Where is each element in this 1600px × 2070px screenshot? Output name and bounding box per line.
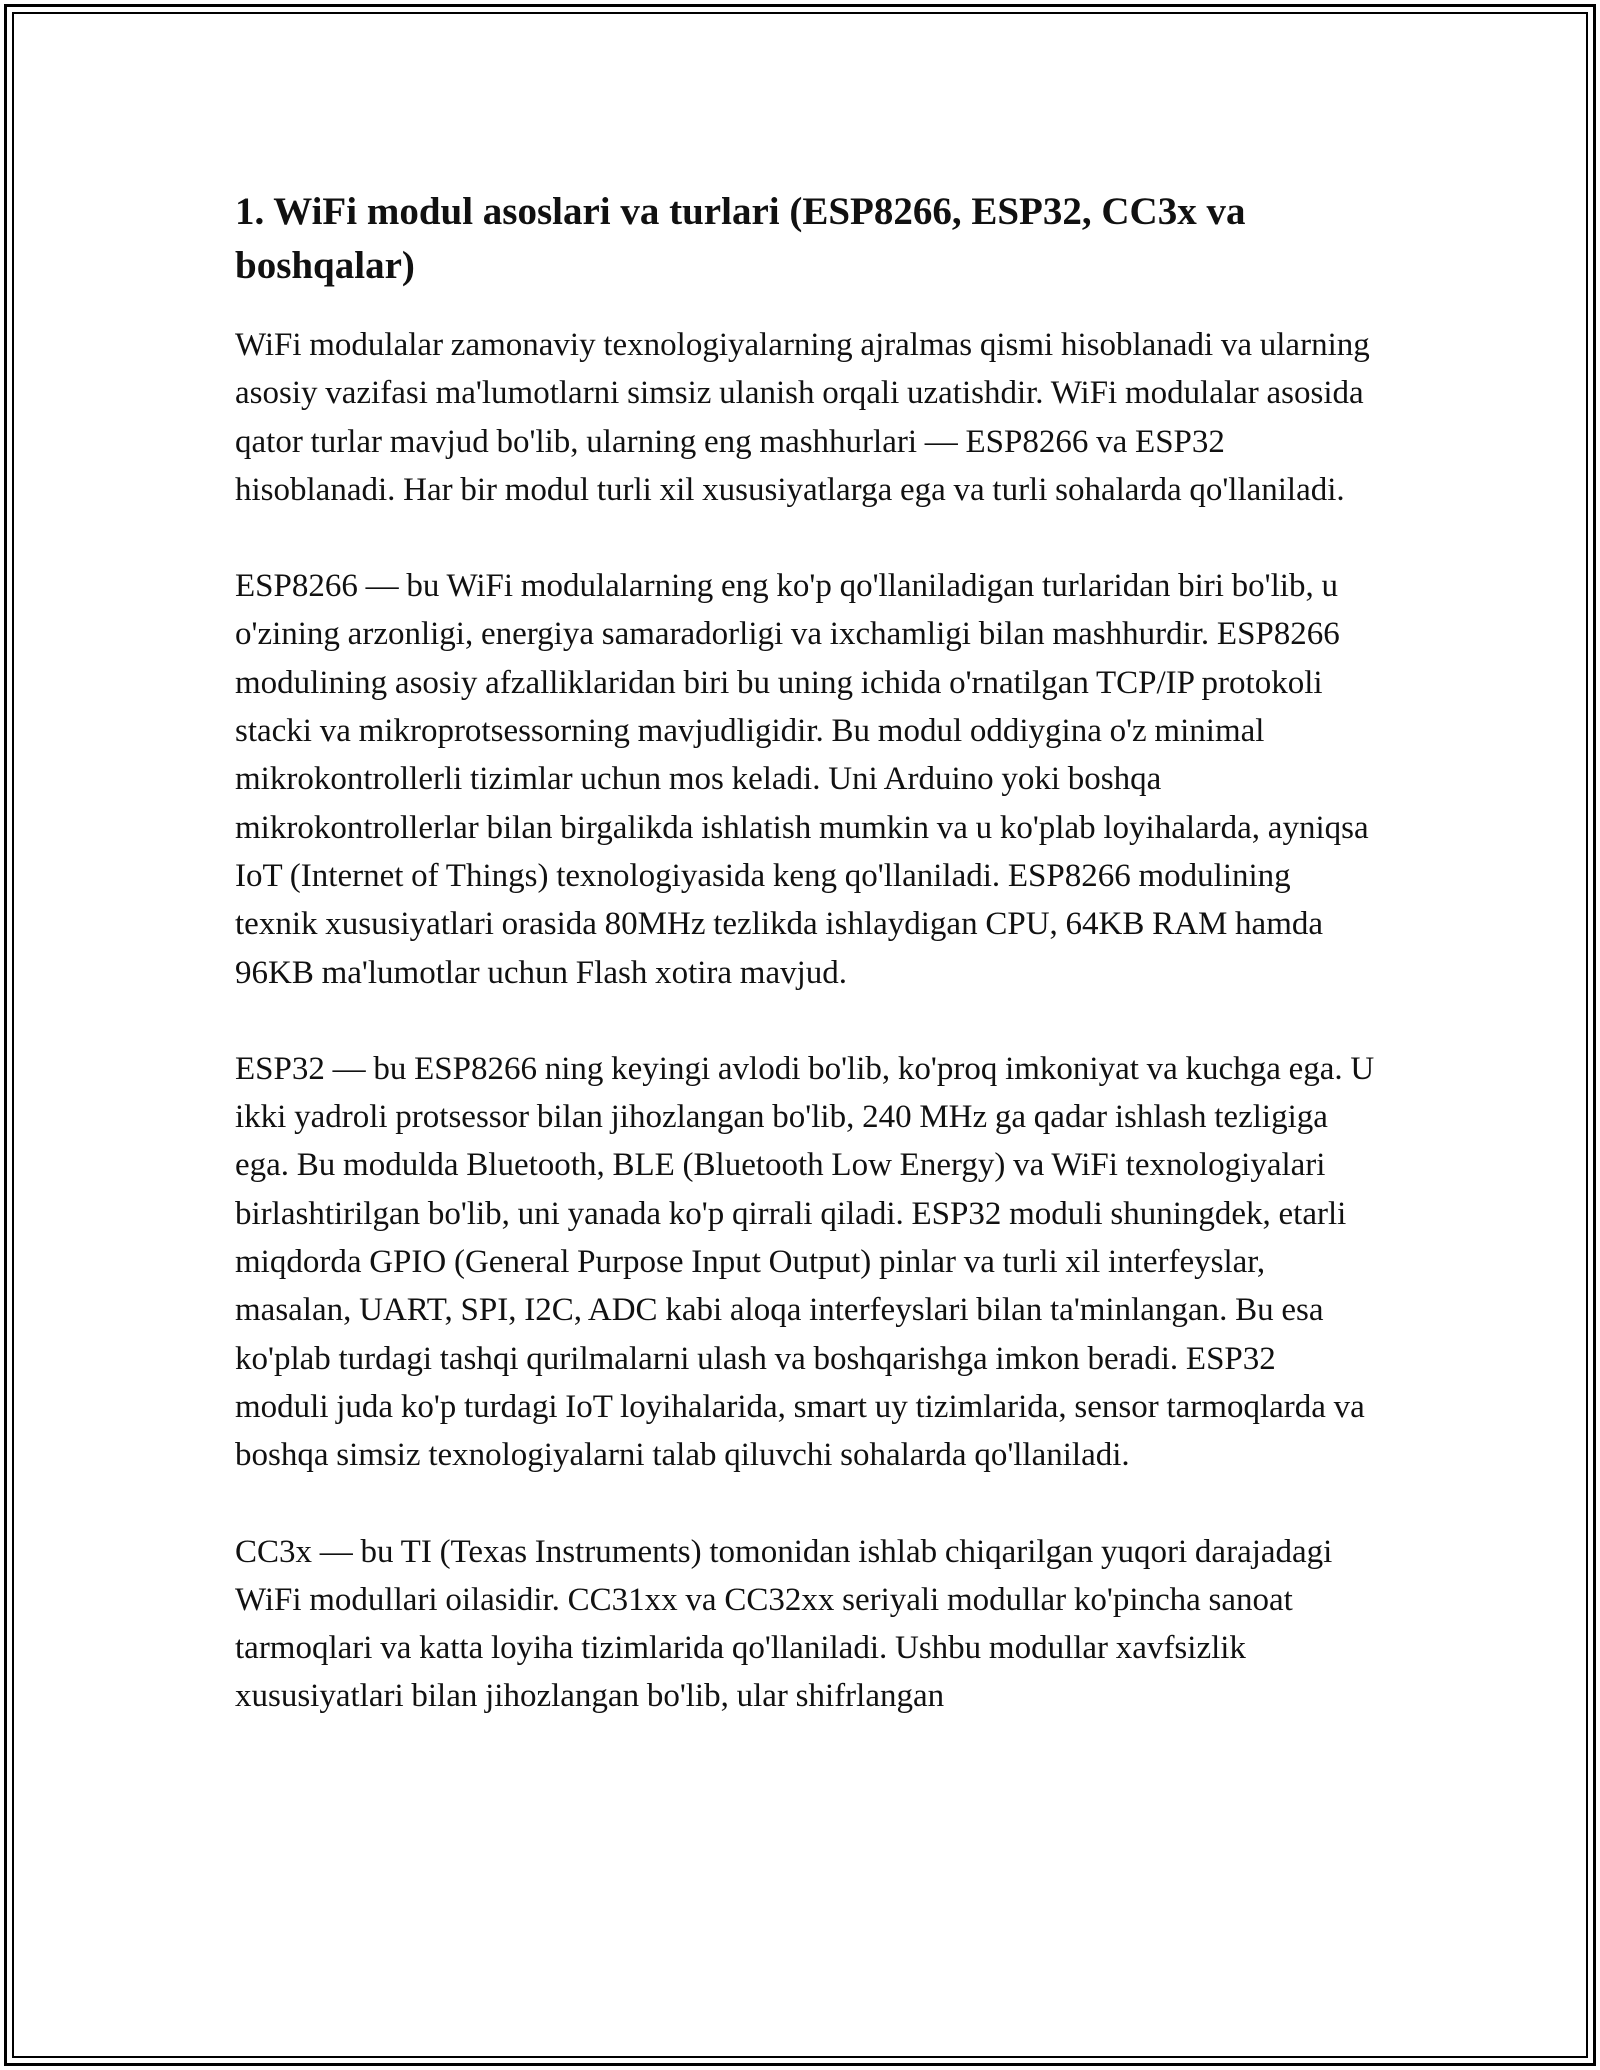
paragraph-esp32: ESP32 — bu ESP8266 ning keyingi avlodi bo'lib, ko'proq imkoniyat va kuchga ega. U ikki yadroli protsessor bilan jihozlangan bo'lib, 240 MHz ga qadar ishlash tezligiga ega. Bu modulda Bluetooth, BLE (Bluetooth Low Energy) va WiFi texnologiyalari birlashtirilgan bo'lib, uni yanada ko'p qirrali qiladi. ESP32 moduli shuningdek, etarli miqdorda GPIO (General Purpose Input Output) pinlar va turli xil interfeyslar, masalan, UART, SPI, I2C, ADC kabi aloqa interfeyslari bilan ta'minlangan. Bu esa ko'plab turdagi tashqi qurilmalarni ulash va boshqarishga imkon beradi. ESP32 moduli juda ko'p turdagi IoT loyihalarida, smart uy tizimlarida, sensor tarmoqlarda va boshqa simsiz texnologiyalarni talab qiluvchi sohalarda qo'llaniladi. xyxy=(235,1050,1375,1474)
document-body xyxy=(235,185,1375,1769)
paragraph-cc3x: CC3x — bu TI (Texas Instruments) tomonidan ishlab chiqarilgan yuqori darajadagi WiFi modullari oilasidir. CC31xx va CC32xx seriyali modullar ko'pincha sanoat tarmoqlari va katta loyiha tizimlarida qo'llaniladi. Ushbu modullar xavfsizlik xususiyatlari bilan jihozlangan bo'lib, ular shifrlangan xyxy=(235,1533,1333,1715)
section-heading: 1. WiFi modul asoslari va turlari (ESP8266, ESP32, CC3x va boshqalar) xyxy=(235,190,1246,287)
paragraph-esp8266: ESP8266 — bu WiFi modulalarning eng ko'p qo'llaniladigan turlaridan biri bo'lib, u o'zining arzonligi, energiya samaradorligi va ixchamligi bilan mashhurdir. ESP8266 modulining asosiy afzalliklaridan biri bu uning ichida o'rnatilgan TCP/IP protokoli stacki va mikroprotsessorning mavjudligidir. Bu modul oddiygina o'z minimal mikrokontrollerli tizimlar uchun mos keladi. Uni Arduino yoki boshqa mikrokontrollerlar bilan birgalikda ishlatish mumkin va u ko'plab loyihalarda, ayniqsa IoT (Internet of Things) texnologiyasida keng qo'llaniladi. ESP8266 modulining texnik xususiyatlari orasida 80MHz tezlikda ishlaydigan CPU, 64KB RAM hamda 96KB ma'lumotlar uchun Flash xotira mavjud. xyxy=(235,568,1369,991)
paragraph-intro: WiFi modulalar zamonaviy texnologiyalarning ajralmas qismi hisoblanadi va ularning asosiy vazifasi ma'lumotlarni simsiz ulanish orqali uzatishdir. WiFi modulalar asosida qator turlar mavjud bo'lib, ularning eng mashhurlari — ESP8266 va ESP32 hisoblanadi. Har bir modul turli xil xususiyatlarga ega va turli sohalarda qo'llaniladi. xyxy=(235,327,1370,508)
